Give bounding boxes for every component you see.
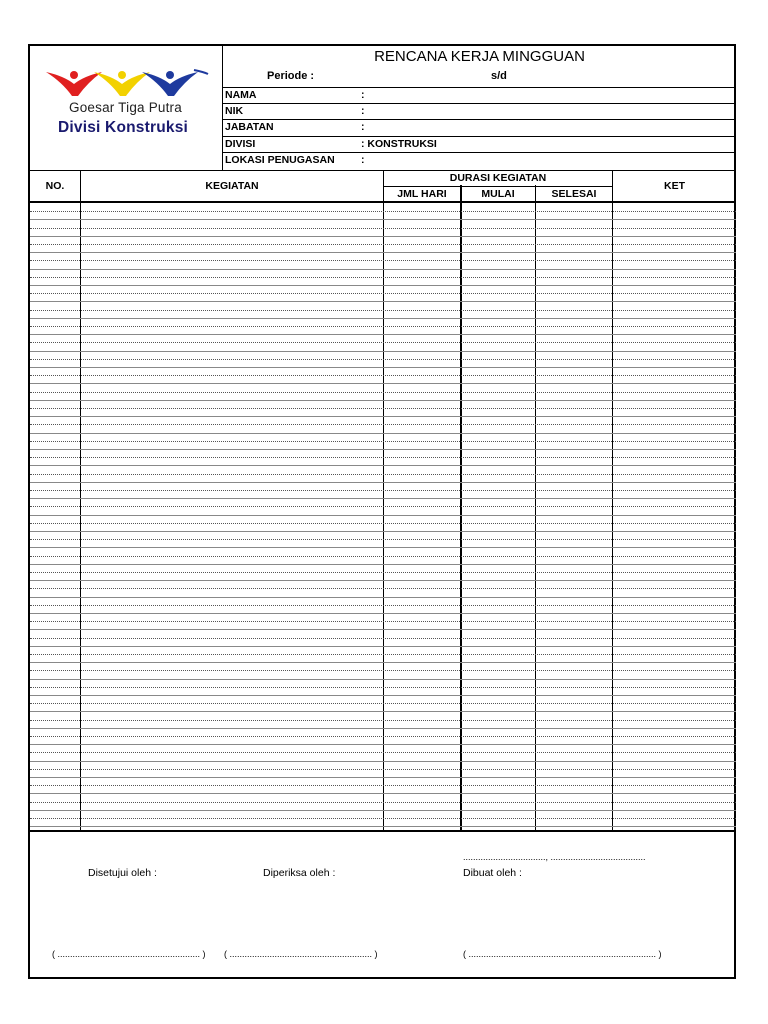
table-row-line [30, 556, 736, 557]
field-row-lokasi[interactable] [223, 152, 736, 170]
company-name: Goesar Tiga Putra [69, 100, 182, 115]
logo-block [30, 46, 223, 170]
table-row-line [30, 818, 736, 819]
company-logo-icon [44, 68, 210, 98]
field-value: : [361, 89, 365, 101]
table-row-line [30, 523, 736, 524]
table-row-line [30, 326, 736, 327]
field-row-nama[interactable] [223, 87, 736, 103]
table-row-line [30, 744, 736, 745]
table-row-line [30, 670, 736, 671]
form-sheet [28, 44, 736, 979]
table-row-line [30, 531, 736, 532]
table-row-line [30, 597, 736, 598]
signature-line-creator[interactable]: ( ........................................................................... ) [463, 949, 662, 959]
table-row-line [30, 720, 736, 721]
table-row-line [30, 474, 736, 475]
field-value: : KONSTRUKSI [361, 138, 437, 150]
table-row-line [30, 761, 736, 762]
table-row-line [30, 244, 736, 245]
table-row-line [30, 752, 736, 753]
table-row-line [30, 785, 736, 786]
table-row-line [30, 826, 736, 827]
column-header-kegiatan: KEGIATAN [205, 180, 259, 192]
table-row-line [30, 654, 736, 655]
column-header-durasi: DURASI KEGIATAN [449, 172, 547, 184]
table-row-line [30, 342, 736, 343]
field-label: NIK [225, 105, 244, 117]
table-row-line [30, 588, 736, 589]
column-header-selesai: SELESAI [551, 188, 597, 200]
table-row-line [30, 572, 736, 573]
table-row-line [30, 515, 736, 516]
table-row-line [30, 638, 736, 639]
place-date-line[interactable]: ................................., ...................................... [463, 852, 646, 862]
table-row-line [30, 613, 736, 614]
table-row-line [30, 416, 736, 417]
table-row-line [30, 506, 736, 507]
periode-sd-label: s/d [491, 70, 507, 82]
table-row-line [30, 359, 736, 360]
created-by-label: Dibuat oleh : [463, 867, 522, 879]
column-divider [460, 185, 462, 830]
table-row-line [30, 408, 736, 409]
table-row-line [30, 646, 736, 647]
field-label: JABATAN [225, 121, 274, 133]
table-row-line [30, 433, 736, 434]
table-row-line [30, 285, 736, 286]
table-row-line [30, 301, 736, 302]
table-row-line [30, 236, 736, 237]
approved-by-label: Disetujui oleh : [88, 867, 157, 879]
table-row-line [30, 662, 736, 663]
table-row-line [30, 482, 736, 483]
table-row-line [30, 334, 736, 335]
field-label: NAMA [225, 89, 257, 101]
field-row-divisi[interactable] [223, 136, 736, 152]
table-row-line [30, 687, 736, 688]
table-row-line [30, 769, 736, 770]
table-row-line [30, 793, 736, 794]
field-value: : [361, 121, 365, 133]
table-row-line [30, 260, 736, 261]
checked-by-label: Diperiksa oleh : [263, 867, 336, 879]
table-row-line [30, 383, 736, 384]
column-divider [535, 185, 536, 830]
table-row-line [30, 490, 736, 491]
column-header-jml-hari: JML HARI [397, 188, 447, 200]
table-row-line [30, 269, 736, 270]
table-row-line [30, 367, 736, 368]
table-row-line [30, 252, 736, 253]
table-row-line [30, 679, 736, 680]
table-row-line [30, 703, 736, 704]
table-row-line [30, 457, 736, 458]
table-row-line [30, 564, 736, 565]
table-row-line [30, 605, 736, 606]
table-row-line [30, 375, 736, 376]
table-row-line [30, 424, 736, 425]
table-row-line [30, 547, 736, 548]
field-value: : [361, 154, 365, 166]
table-row-line [30, 539, 736, 540]
table-row-line [30, 465, 736, 466]
table-row-line [30, 810, 736, 811]
field-label: LOKASI PENUGASAN [225, 154, 335, 166]
table-row-line [30, 736, 736, 737]
table-row-line [30, 293, 736, 294]
table-row-line [30, 802, 736, 803]
table-row-line [30, 211, 736, 212]
table-row-line [30, 351, 736, 352]
signature-line-checker[interactable]: ( ......................................................... ) [224, 949, 378, 959]
periode-label: Periode : [267, 70, 315, 82]
table-row-line [30, 777, 736, 778]
table-row-line [30, 228, 736, 229]
table-row-line [30, 392, 736, 393]
table-row-line [30, 400, 736, 401]
table-row-line [30, 498, 736, 499]
table-row-line [30, 277, 736, 278]
table-row-line [30, 441, 736, 442]
table-row-line [30, 695, 736, 696]
column-header-ket: KET [664, 180, 685, 192]
signature-line-approver[interactable]: ( ......................................................... ) [52, 949, 206, 959]
table-row-line [30, 219, 736, 220]
form-title: RENCANA KERJA MINGGUAN [374, 48, 585, 65]
table-row-line [30, 728, 736, 729]
table-row-line [30, 318, 736, 319]
column-header-no: NO. [45, 180, 65, 192]
field-row-nik[interactable] [223, 103, 736, 119]
field-row-jabatan[interactable] [223, 119, 736, 135]
table-row-line [30, 310, 736, 311]
table-row-line [30, 711, 736, 712]
table-row-line [30, 580, 736, 581]
field-label: DIVISI [225, 138, 256, 150]
header-block [223, 46, 736, 170]
division-name: Divisi Konstruksi [58, 119, 189, 136]
durasi-divider [384, 186, 612, 187]
signature-section [30, 830, 736, 979]
table-row-line [30, 449, 736, 450]
table-row-line [30, 621, 736, 622]
field-value: : [361, 105, 365, 117]
column-header-mulai: MULAI [481, 188, 515, 200]
table-row-line [30, 629, 736, 630]
